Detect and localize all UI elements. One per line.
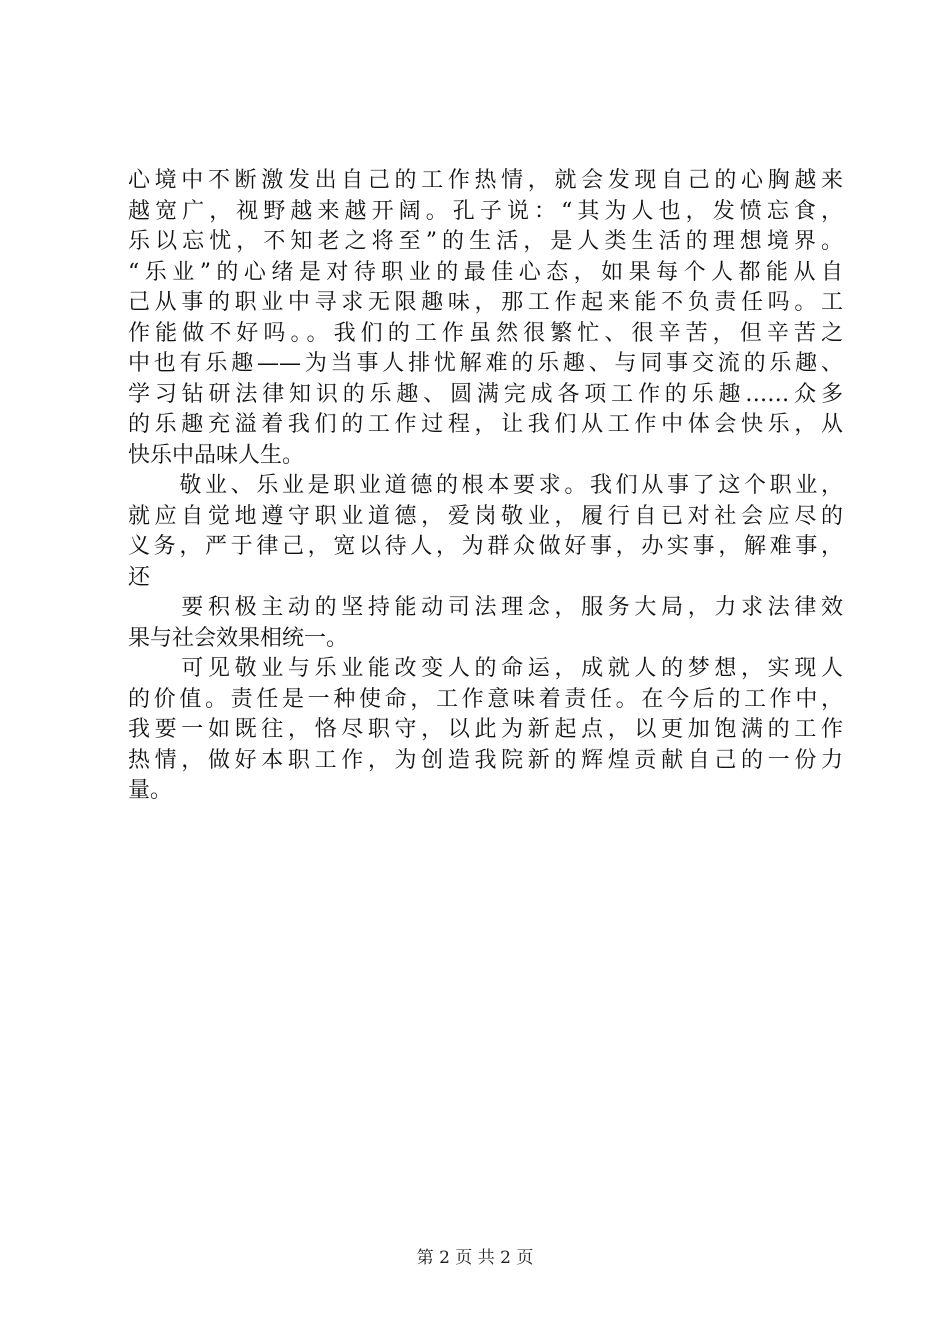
paragraph-3 [128,593,843,654]
text-line: 己从事的职业中寻求无限趣味，那工作起来能不负责任吗。工 [128,290,843,315]
body-text [128,166,843,807]
text-line: 可见敬业与乐业能改变人的命运，成就人的梦想，实现人 [128,656,843,681]
text-line: 量。 [128,778,173,803]
text-line: “乐业”的心绪是对待职业的最佳心态，如果每个人都能从自 [128,259,843,285]
text-line: 我要一如既往，恪尽职守，以此为新起点，以更加饱满的工作 [128,717,843,742]
text-line: 的价值。责任是一种使命，工作意味着责任。在今后的工作中， [128,686,843,712]
text-line: 快乐中品味人生。 [128,442,305,468]
text-line: 越宽广，视野越来越开阔。孔子说：“其为人也，发愤忘食， [128,198,843,224]
paragraph-2 [128,471,843,593]
paragraph-4 [128,654,843,807]
text-line: 学习钻研法律知识的乐趣、圆满完成各项工作的乐趣……众多 [128,381,843,407]
text-line: 就应自觉地遵守职业道德，爱岗敬业，履行自已对社会应尽的 [128,503,843,529]
text-line: 热情，做好本职工作，为创造我院新的辉煌贡献自己的一份力 [128,747,843,773]
text-line: 作能做不好吗。。我们的工作虽然很繁忙、很辛苦，但辛苦之 [128,320,843,346]
page-footer: 第 2 页 共 2 页 [416,1248,534,1268]
text-line: 敬业、乐业是职业道德的根本要求。我们从事了这个职业， [128,473,843,498]
text-line: 果与社会效果相统一。 [128,625,349,651]
text-line: 的乐趣充溢着我们的工作过程，让我们从工作中体会快乐，从 [128,412,843,437]
text-line: 要积极主动的坚持能动司法理念，服务大局，力求法律效 [128,595,843,620]
paragraph-1 [128,166,843,471]
text-line: 心境中不断激发出自己的工作热情，就会发现自己的心胸越来 [128,168,843,193]
text-line: 义务，严于律己，宽以待人，为群众做好事，办实事，解难事， [128,534,843,559]
text-line: 中也有乐趣——为当事人排忧解难的乐趣、与同事交流的乐趣、 [128,351,843,376]
text-line: 还 [128,564,151,590]
text-line: 乐以忘忧，不知老之将至”的生活，是人类生活的理想境界。 [128,229,843,254]
